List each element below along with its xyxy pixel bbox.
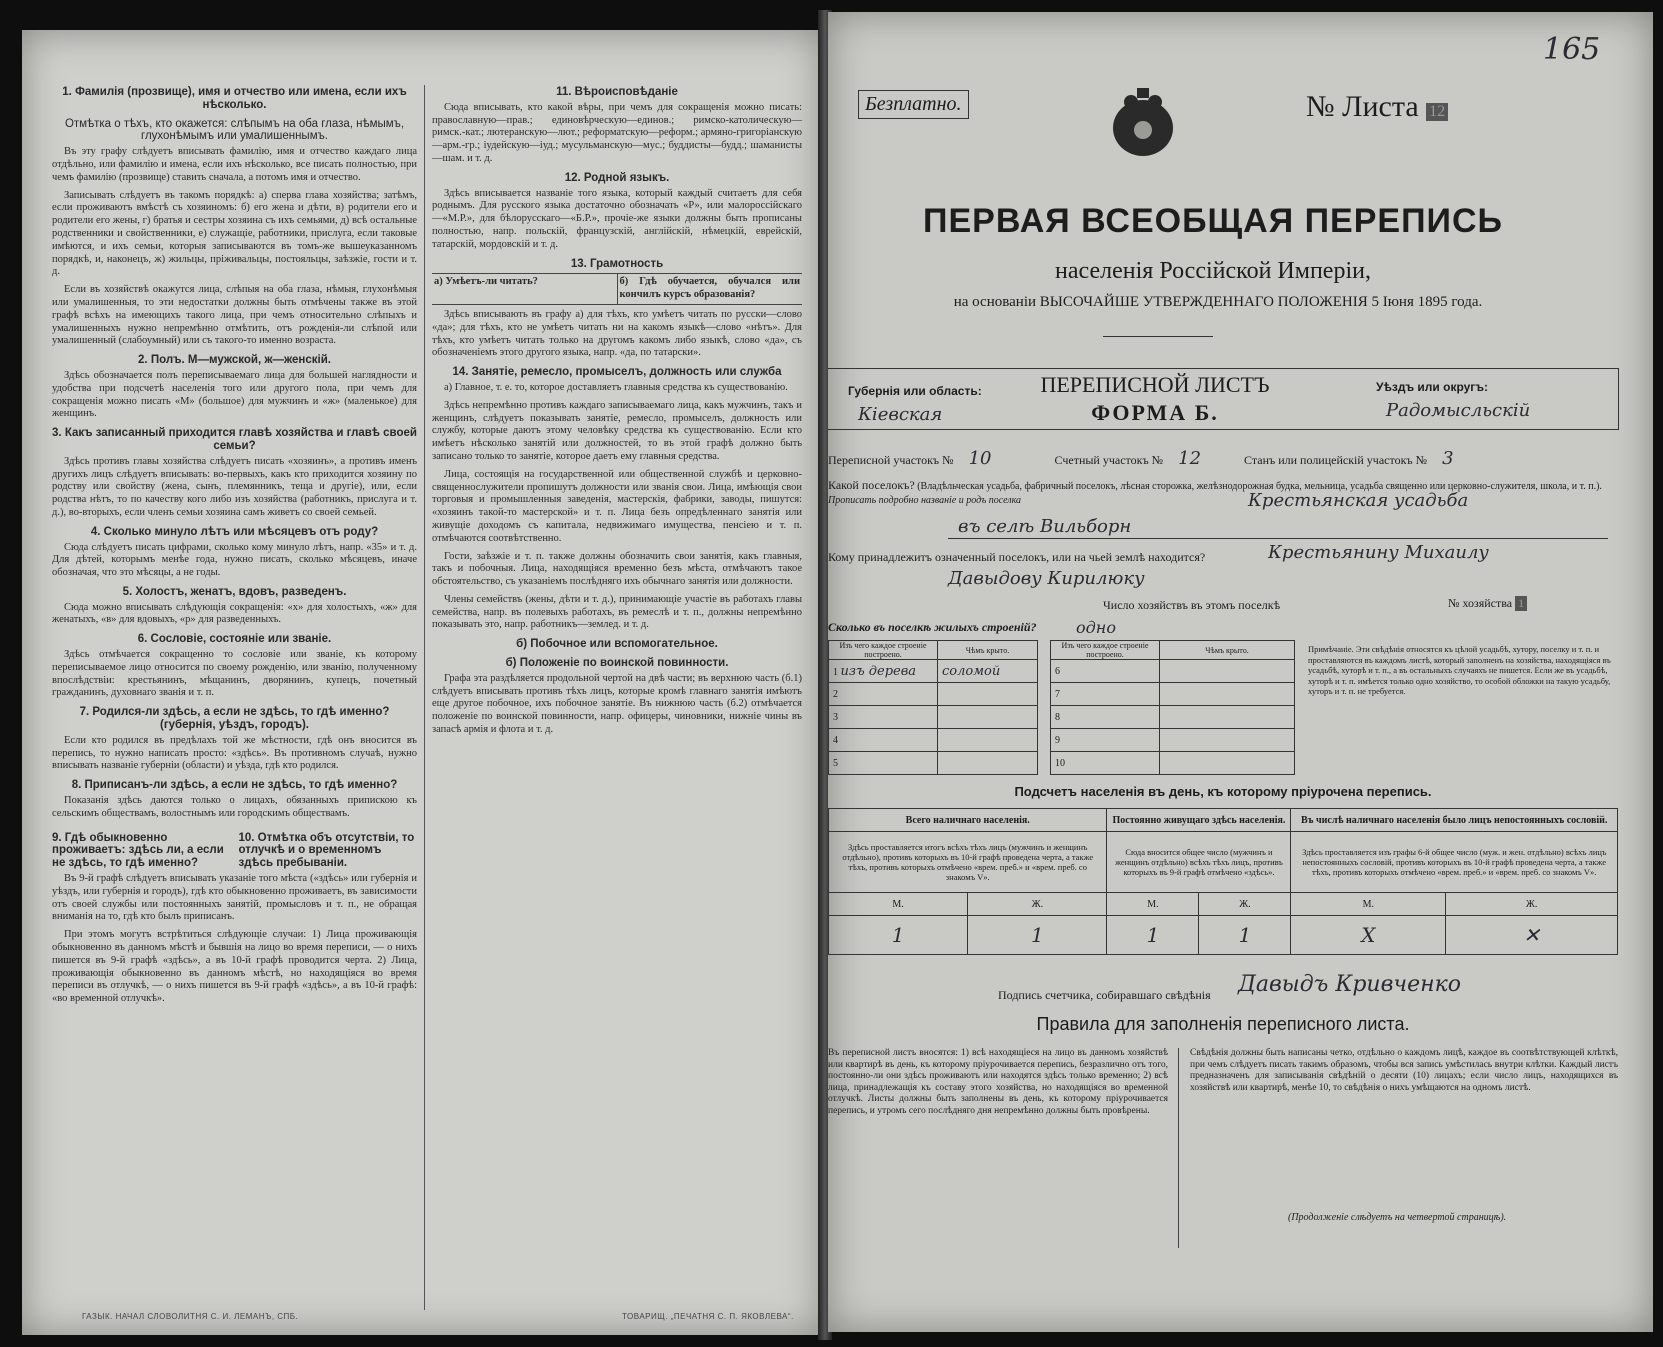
uchastok-label: Переписной участокъ № [828,453,954,467]
buildings-label: Сколько въ поселкѣ жилыхъ строеній? [828,620,1037,634]
page-number-handwritten: 165 [1543,32,1601,67]
section-12-title: 12. Родной языкъ. [564,171,670,184]
rules-left-column: Въ переписной листъ вносятся: 1) всѣ находящіеся на лицо въ данномъ хозяйствѣ или квартирѣ въ день, къ которому пріурочивается перепись, безразлично отъ того, постоянно-ли они здѣсь проживаютъ или находятся здѣсь только временно; 2) всѣ лица, принадлежащія къ составу этого хозяйства, но находящіяся во временной отлучкѣ. Листы должны быть заполнены въ день, къ которому пріурочивается перепись, и утромъ сего послѣдняго дня непремѣнно должны быть провѣрены. [828,1048,1168,1116]
rules-right-column: Свѣдѣнія должны быть написаны четко, отдѣльно о каждомъ лицѣ, каждое въ соотвѣтствующей клѣткѣ, при чемъ слѣдуетъ писать такимъ образомъ, чтобы вся запись умѣстилась внутри клѣтки. Каждый листъ предназначенъ для записыванія свѣдѣній о десяти (10) лицахъ; если число лицъ, находящихся въ хозяйствѣ или квартирѣ, менѣе 10, то свѣдѣнія о нихъ умѣщаются на одномъ листѣ. [1190,1048,1618,1093]
section-2-title: 2. Полъ. М—мужской, ж—женскій. [138,354,331,367]
section-5-para: Сюда можно вписывать слѣдующія сокращенія: «х» для холостыхъ, «ж» для женатыхъ, «в» для вдовыхъ, «р» для разведенныхъ. [52,601,417,626]
table-row: 1 изъ дерева [829,660,938,683]
free-stamp: Безплатно. [858,90,969,119]
section-4-para: Сюда слѣдуетъ писать цифрами, сколько кому минуло лѣтъ, напр. «35» и т. д. Для дѣтей, которымъ менѣе года, нужно писать, сколько мѣсяцевъ, иначе обозначая, что это мѣсяцы, а не годы. [52,541,417,579]
section-5-title: 5. Холостъ, женатъ, вдовъ, разведенъ. [122,585,347,598]
poselok-hint: (Владѣльческая усадьба, фабричный поселокъ, лѣсная сторожка, желѣзнодорожная будка, мельница, усадьба священно или церковно-служителя, школа, и т. п.). [917,481,1602,492]
printer-note-left: ГАЗЫК. НАЧАЛ СЛОВОЛИТНЯ С. И. ЛЕМАНЪ, СПБ. [82,1312,299,1321]
section-6-title: 6. Сословіе, состояніе или званіе. [137,633,332,646]
table-row: 6 [1051,660,1160,683]
instructions-column-b [432,80,802,742]
col-header: Чѣмъ крыто. [938,641,1038,660]
uchastok-value: 10 [968,448,992,469]
section-1-para: Записывать слѣдуетъ въ такомъ порядкѣ: а) сперва глава хозяйства; затѣмъ, если проживаютъ вмѣстѣ съ хозяиномъ: б) его жена и дѣти, в) родители его и родители его жены, г) братья и сестры хозяина съ ихъ семьями, д) всѣ остальные родственники и свойственники, е) служащіе, работники, прислуга, если таковые имѣются, и ихъ семьи, которыя записываются въ томъ-же вышеуказанномъ порядкѣ, и, наконецъ, ж) жильцы, пріживальцы, постояльцы, заѣзжіе, гости и т. д. [52,189,417,278]
sheet-number-value: 12 [1426,103,1448,121]
buildings-table-left [828,640,1038,775]
table-row: 8 [1051,706,1160,729]
owner-label: Кому принадлежитъ означенный поселокъ, или на чьей землѣ находится? [828,550,1206,564]
uchastok-row [828,448,1618,469]
section-8-title: 8. Приписанъ-ли здѣсь, а если не здѣсь, то гдѣ именно? [71,779,398,792]
section-1-subtitle: Отмѣтка о тѣхъ, кто окажется: слѣпымъ на оба глаза, нѣмымъ, глухонѣмымъ или умалишеннымъ. [64,117,405,143]
zh-label: Ж. [1199,893,1291,916]
poselok-value: Крестьянская усадьба [1248,490,1469,511]
m-label: М. [1107,893,1199,916]
rules-divider [1178,1048,1179,1248]
table-row: 4 [829,729,938,752]
stan-value: 3 [1442,448,1454,469]
household-no-row [1448,596,1527,611]
divider [1103,336,1213,337]
section-1-para: Если въ хозяйствѣ окажутся лица, слѣпыя на оба глаза, нѣмыя, глухонѣмыя или умалишенныя, то эти недостатки должны быть отмѣчены также въ этой графѣ всѣхъ на имеющихъ такого лица, при чемъ относительно слѣпыхъ и умалишенныхъ нужно непремѣнно отмѣтить, отъ рожденія-ли слѣпой или умалишенный (слабоумный) или съ такого-то именно возраста. [52,284,417,347]
sheet-title: ПЕРЕПИСНОЙ ЛИСТЪ [1040,372,1270,397]
section-14b-title: б) Побочное или вспомогательное. [516,638,718,651]
count-col3-header: Въ числѣ наличнаго населенія было лицъ непостоянныхъ сословій. [1291,809,1618,832]
schetny-value: 12 [1178,448,1202,469]
owner-value-2: Давыдову Кирилюку [948,568,1145,589]
table-row: 3 [829,706,938,729]
zh-label: Ж. [1446,893,1618,916]
printer-note-right: ТОВАРИЩ. „ПЕЧАТНЯ С. П. ЯКОВЛЕВА“. [622,1312,794,1321]
section-9-para: Въ 9-й графѣ слѣдуетъ вписывать указаніе того мѣста («здѣсь» или губернія и уѣздъ, или губернія и городъ), гдѣ кто обыкновенно проживаетъ, въ зависимости отъ своей службы или постоянныхъ занятій, промысловъ и т. п., не обращая вниманія на то, гдѣ кто былъ приписанъ. [52,873,417,923]
count-value: 1 [829,916,968,955]
schetny-label: Счетный участокъ № [1054,453,1164,467]
section-11-para: Сюда вписывать, кто какой вѣры, при чемъ для сокращенія можно писать: православную—прав.; единовѣрческую—единов.; римско-католическую—римск.-кат.; лютеранскую—лют.; реформатскую—реформ.; армяно-григоріанскую—арм.-гр.; іудейскую—іуд.; мусульманскую—мус.; буддисты—будд.; шаманисты—шам. и т. д. [432,101,802,164]
guberniya-value: Кіевская [858,404,943,425]
section-14-para: Члены семействъ (жены, дѣти и т. д.), принимающіе участіе въ работахъ главы семейства, напр. въ полевыхъ работахъ, въ ремеслѣ и т. п., должны непремѣнно показывать это, напр. работникъ—землед. и т. д. [432,593,802,631]
col-header: Изъ чего каждое строеніе построено. [829,641,938,660]
section-13-title: 13. Грамотность [570,257,664,270]
owner-value: Крестьянину Михаилу [1268,542,1489,563]
count-value: 1 [1107,916,1199,955]
column-divider [424,85,425,1310]
section-10-title: 10. Отмѣтка объ отсутствіи, то отлучкѣ и о временномъ здѣсь пребываніи. [238,831,415,870]
section-9-title: 9. Гдѣ обыкновенно проживаетъ: здѣсь ли, а если не здѣсь, то гдѣ именно? [52,831,224,870]
section-7-title: 7. Родился-ли здѣсь, а если не здѣсь, то гдѣ именно? (губернія, уѣздъ, городъ). [79,706,390,732]
signature-label: Подпись счетчика, собиравшаго свѣдѣнія [998,988,1211,1002]
section-9-para: При этомъ могутъ встрѣтиться слѣдующіе случаи: 1) Лица проживающія обыкновенно въ данномъ мѣстѣ и бывшія на лицо во время переписи, — о нихъ пишется въ 9-й графѣ «здѣсь», а въ 10-й графѣ проводится черта. 2) Лица, проживающія обыкновенно въ данномъ мѣстѣ, но находящіяся во время переписи въ отлучкѣ, — о нихъ пишется въ 9-й графѣ «здѣсь», а въ 10-й графѣ: «во временной отлучкѣ». [52,929,417,1005]
section-14-title: 14. Занятіе, ремесло, промыселъ, должность или служба [452,366,782,379]
count-col3-desc: Здѣсь проставляется изъ графы 6-й общее число (муж. и жен. отдѣльно) всѣхъ лицъ непостоянныхъ сословій, противъ которыхъ въ 10-й графѣ проведена черта, а также тѣхъ, противъ которыхъ отмѣчено «врем. преб.» и «врем. преб. со знакомъ V». [1291,832,1618,893]
section-8-para: Показанія здѣсь даются только о лицахъ, обязанныхъ припискою къ сельскимъ обществамъ, волостнымъ или городскимъ обществамъ. [52,795,417,819]
uezd-value: Радомысльскій [1386,400,1531,421]
count-col2-desc: Сюда вносится общее число (мужчинъ и женщинъ отдѣльно) всѣхъ тѣхъ лицъ, противъ которыхъ въ 9-й графѣ отмѣчено «здѣсь». [1107,832,1291,893]
section-6-para: Здѣсь отмѣчается сокращенно то сословіе или званіе, къ которому переписываемое лицо относится по своему рожденію, или званію, полученному впослѣдствіи: крестьянинъ, мѣщанинъ, дворянинъ, купецъ, почетный гражданинъ, духовнаго званія и т. п. [52,649,417,699]
section-2-para: Здѣсь обозначается полъ переписываемаго лица для большей наглядности и удобства при подсчетѣ населенія того или другого пола, при чемъ для сокращенія можно писать «М» (большое) для мужчинъ и «ж» (маленькое) для женщинъ. [52,369,417,420]
sheet-number-label: № Листа 12 [1306,90,1448,124]
section-1-title: 1. Фамилія (прозвище), имя и отчество или имена, если ихъ нѣсколько. [62,86,407,111]
household-no-label: № хозяйства [1448,596,1513,610]
table-row: 5 [829,752,938,775]
section-1-para: Въ эту графу слѣдуетъ вписывать фамилію, имя и отчество каждаго лица отдѣльно, или фамилію и имена, если ихъ нѣсколько, все писать полностью, при чемъ фамилію (прозвище) ставить сначала, а потомъ имя и отчество. [52,146,417,183]
section-11-title: 11. Вѣроисповѣданіе [556,86,678,98]
table-row: 2 [829,683,938,706]
col-header: Изъ чего каждое строеніе построено. [1051,641,1160,660]
buildings-value: одно [1076,618,1116,637]
section-7-para: Если кто родился въ предѣлахъ той же мѣстности, гдѣ онъ вносится въ перепись, то нужно написать просто: «здѣсь». Въ противномъ случаѣ, нужно вписывать названіе губерніи (области) и уѣзда, гдѣ кто родился. [52,734,417,772]
table-row: 7 [1051,683,1160,706]
count-value: 1 [1199,916,1291,955]
census-title: ПЕРВАЯ ВСЕОБЩАЯ ПЕРЕПИСЬ [923,202,1503,240]
table-row: 9 [1051,729,1160,752]
section-3-para: Здѣсь противъ главы хозяйства слѣдуетъ писать «хозяинъ», а противъ именъ другихъ лицъ слѣдуетъ вписывать: во-первыхъ, какъ кто приходится хозяину по родству или свойству (жена, сынъ, племянникъ, теща и другіе), или, если родства нѣтъ, то по качеству кого либо изъ хозяйства (работникъ, прислуга и т. д.), во-вторыхъ, если членъ семьи хозяина самъ живетъ со своей семьей. [52,455,417,518]
section-14-para: Лица, состоящія на государственной или общественной службѣ и церковно-священнослужители пропишутъ должности или званія свои. Лица, имѣющія свои торговыя и промышленныя заведенія, мастерскія, фабрики, заводы, пишутся: «хозяинъ такой-то мастерской» и т. п. Лица безъ опредѣленнаго занятія или живущіе доходомъ съ капитала, недвижимаго имущества, пенсіею и т. п. отмѣчаются соотвѣтственно. [432,468,802,544]
underline [948,538,1608,539]
section-14c-title: б) Положеніе по воинской повинности. [505,657,729,670]
buildings-table-right [1050,640,1295,775]
m-label: М. [1291,893,1446,916]
uezd-label: Уѣздъ или округъ: [1376,380,1489,394]
households-label: Число хозяйствъ въ этомъ поселкѣ [1103,598,1281,612]
census-basis: на основаніи ВЫСОЧАЙШЕ УТВЕРЖДЕННАГО ПОЛОЖЕНІЯ 5 Іюня 1895 года. [953,294,1483,310]
instructions-column-a [52,80,417,1011]
section-14-subtitle: а) Главное, т. е. то, которое доставляетъ главныя средства къ существованію. [444,381,788,393]
rules-continued: (Продолженіе слѣдуетъ на четвертой страницѣ). [1288,1212,1507,1223]
section-14-para: Графа эта раздѣляется продольной чертой на двѣ части; въ верхнюю часть (б.1) слѣдуетъ вписывать противъ тѣхъ лицъ, которые кромѣ главнаго занятія имѣютъ еще другое побочное, ихъ побочное занятіе. Въ нижнюю часть (б.2) отмѣчается положеніе по воинской повинности, напр. офицеры, чиновники, нижніе чины въ запасѣ армія и флота и т. д. [432,672,802,736]
table-row: 10 [1051,752,1160,775]
section-13-para: Здѣсь вписывають въ графу а) для тѣхъ, кто умѣетъ читать по русски—слово «да»; для тѣхъ, кто не умѣетъ читать ни на какомъ языкѣ—слово «нѣтъ». Для тѣхъ, кто умѣетъ читать только на другомъ какомъ либо языкѣ, слово «да», съ обозначеніемъ этого другого языка, напр. «да, по татарски». [432,308,802,359]
count-col1-header: Всего наличнаго населенія. [829,809,1107,832]
row1-roof: соломой [942,663,1001,679]
imperial-eagle-emblem [1103,84,1183,164]
guberniya-label: Губернія или область: [848,384,982,398]
count-value: Х [1291,916,1446,955]
census-subtitle: населенія Россійской Имперіи, [1055,258,1371,284]
sheet-form: ФОРМА Б. [1091,400,1219,425]
col-header: Чѣмъ крыто. [1160,641,1295,660]
rules-title: Правила для заполненія переписного листа. [1036,1014,1410,1034]
section-4-title: 4. Сколько минуло лѣтъ или мѣсяцевъ отъ роду? [90,525,379,538]
count-value: 1 [968,916,1107,955]
section-3-title: 3. Какъ записанный приходится главѣ хозяйства и главѣ своей семьи? [52,427,417,452]
left-page-instructions [22,30,822,1335]
count-value: ✕ [1446,916,1618,955]
row1-material: изъ дерева [840,663,917,679]
count-col1-desc: Здѣсь проставляется итогъ всѣхъ тѣхъ лицъ (мужчинъ и женщинъ отдѣльно), противъ которыхъ въ 10-й графѣ проведена черта, а также тѣхъ, противъ которыхъ отмѣчено «врем. преб.» и «врем. преб. со знакомъ V». [829,832,1107,893]
count-col2-header: Постоянно живущаго здѣсь населенія. [1107,809,1291,832]
poselok-label: Какой поселокъ? [828,478,915,492]
section-14-para: Здѣсь непремѣнно противъ каждаго записываемаго лица, какъ мужчинъ, такъ и женщинъ, слѣдуетъ показывать занятіе, ремесло, промыселъ, должность или службу, которые даютъ этому человѣку средства къ существованію. Если кто имѣетъ нѣсколько занятій или должностей, то въ этой графѣ должно быть записано только то занятіе, которое даетъ ему главныя средства. [432,399,802,462]
right-page-census-form [828,12,1653,1332]
section-14-para: Гости, заѣзжіе и т. п. также должны обозначить свои занятія, какъ главныя, такъ и побочныя. Лица, находящіяся временно безъ мѣста, отмѣчаютъ такое обстоятельство, съ указаніемъ послѣдняго ихъ обычнаго занятія или должности. [432,550,802,588]
poselok-hint2: Прописать подробно названіе и родъ поселка [828,495,1022,506]
population-count-table [828,808,1618,955]
stan-label: Станъ или полицейскій участокъ № [1244,453,1428,467]
count-title: Подсчетъ населенія въ день, къ которому пріурочена перепись. [1014,784,1432,799]
section-13b-label: б) Гдѣ обучается, обучался или кончилъ курсъ образованія? [619,276,800,301]
zh-label: Ж. [968,893,1107,916]
buildings-note: Примѣчаніе. Эти свѣдѣнія относятся къ цѣлой усадьбѣ, хутору, поселку и т. п. и проставляются въ каждомъ листѣ, который заполненъ на хозяйства, находящіяся въ усадьбѣ, хуторѣ и т. п., а въ остальныхъ случаяхъ не пишется. Если же въ усадьбѣ, хуторѣ и т. п. имѣется только одно хозяйство, то особой обложки на такую усадьбу, хуторъ и т. п. не требуется. [1308,644,1611,696]
poselok-value-2: въ селѣ Вильборн [958,516,1132,537]
section-13a-label: а) Умѣетъ-ли читать? [432,274,618,304]
signature-value: Давыдъ Кривченко [1238,972,1461,997]
m-label: М. [829,893,968,916]
household-no-value: 1 [1515,596,1527,611]
poselok-row [828,478,1618,508]
section-12-para: Здѣсь вписывается названіе того языка, который каждый считаетъ для себя роднымъ. Для русского языка достаточно обозначать «Р», или малороссійскаго—«М.Р.», для бѣлорусскаго—«Б.Р.», прочіе-же языки должны быть прописаны полностью, напр. польскій, французскій, англійскій, нѣмецкій, еврейскій, татарскій, мордовскій и т. д. [432,187,802,250]
